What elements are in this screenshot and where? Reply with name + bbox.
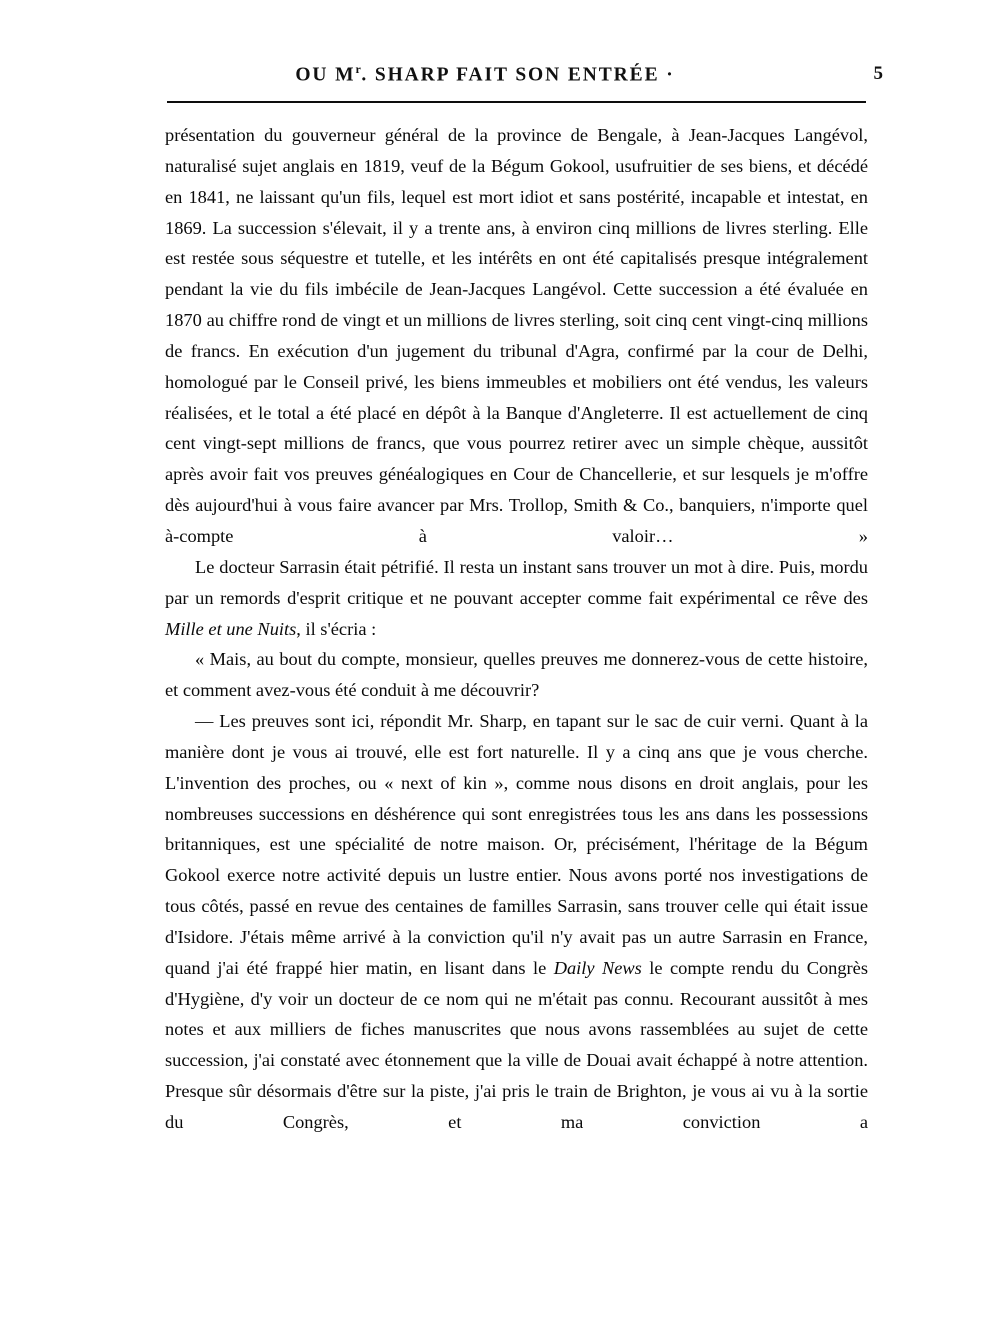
page-title-prefix: OU M xyxy=(295,64,356,86)
paragraph-4-seg-3: le compte rendu du Congrès d'Hygiène, d'y voir un docteur de ce nom qui ne m'était pas connu. Recourant aussitôt à mes notes et aux milliers de fiches manuscrites que nous avons rassemblées au sujet de cette succession, j'ai constaté avec étonnement que la ville de Douai avait échappé à notre attention. Presque sûr désormais d'être sur la piste, j'ai pris le train de Brighton, je vous ai vu à la sortie du Congrès, et ma conviction a xyxy=(165,957,868,1132)
newspaper-title-daily-news: Daily News xyxy=(553,957,642,978)
paragraph-3: « Mais, au bout du compte, monsieur, quelles preuves me donnerez-vous de cette histoire, et comment avez-vous été conduit à me découvrir? xyxy=(165,649,868,701)
page-title-superscript: r xyxy=(355,62,362,76)
running-head xyxy=(165,62,883,92)
paragraph-2-seg-1: Le docteur Sarrasin était pétrifié. Il resta un instant sans trouver un mot à dire. Puis, mordu par un remords d'esprit critique et ne pouvant accepter comme fait expérimental ce rêve des xyxy=(165,556,868,608)
page-title xyxy=(165,62,805,87)
paragraph-2-seg-3: , il s'écria : xyxy=(296,618,377,639)
book-title-mille-et-une-nuits: Mille et une Nuits xyxy=(165,618,297,639)
paragraph-1: présentation du gouverneur général de la province de Bengale, à Jean-Jacques Langévol, naturalisé sujet anglais en 1819, veuf de la Bégum Gokool, usufruitier de ses biens, et décédé en 1841, ne laissant qu'un fils, lequel est mort idiot et sans postérité, incapable et intestat, en 1869. La succession s'élevait, il y a trente ans, à environ cinq millions de livres sterling. Elle est restée sous séquestre et tutelle, et les intérêts en ont été capitalisés presque intégralement pendant la vie du fils imbécile de Jean-Jacques Langévol. Cette succession a été évaluée en 1870 au chiffre rond de vingt et un millions de livres sterling, soit cinq cent vingt-cinq millions de francs. En exécution d'un jugement du tribunal d'Agra, confirmé par la cour de Delhi, homologué par le Conseil privé, les biens immeubles et mobiliers ont été vendus, les valeurs réalisées, et le total a été placé en dépôt à la Banque d'Angleterre. Il est actuellement de cinq cent vingt-sept millions de francs, que vous pourrez retirer avec un simple chèque, aussitôt après avoir fait vos preuves généalogiques en Cour de Chancellerie, et sur lesquels je m'offre dès aujourd'hui à vous faire avancer par Mrs. Trollop, Smith & Co., banquiers, n'importe quel à-compte à valoir… » xyxy=(165,125,868,546)
body-text-block xyxy=(165,120,868,1138)
page-number: 5 xyxy=(873,63,883,84)
paragraph-2 xyxy=(165,552,868,645)
header-divider-rule xyxy=(167,101,866,103)
paragraph-4-seg-1: — Les preuves sont ici, répondit Mr. Sharp, en tapant sur le sac de cuir verni. Quant à la manière dont je vous ai trouvé, elle est fort naturelle. Il y a cinq ans que je vous cherche. L'invention des proches, ou « next of kin », comme nous disons en droit anglais, pour les nombreuses successions en déshérence qui sont enregistrées tous les ans dans les possessions britanniques, est une spécialité de notre maison. Or, précisément, l'héritage de la Bégum Gokool exerce notre activité depuis un lustre entier. Nous avons porté nos investigations de tous côtés, passé en revue des centaines de familles Sarrasin, sans trouver celle qui était issue d'Isidore. J'étais même arrivé à la conviction qu'il n'y avait pas un autre Sarrasin en France, quand j'ai été frappé hier matin, en lisant dans le xyxy=(165,711,868,978)
paragraph-4 xyxy=(165,706,868,1138)
page-title-rest: . SHARP FAIT SON ENTRÉE · xyxy=(361,64,675,86)
